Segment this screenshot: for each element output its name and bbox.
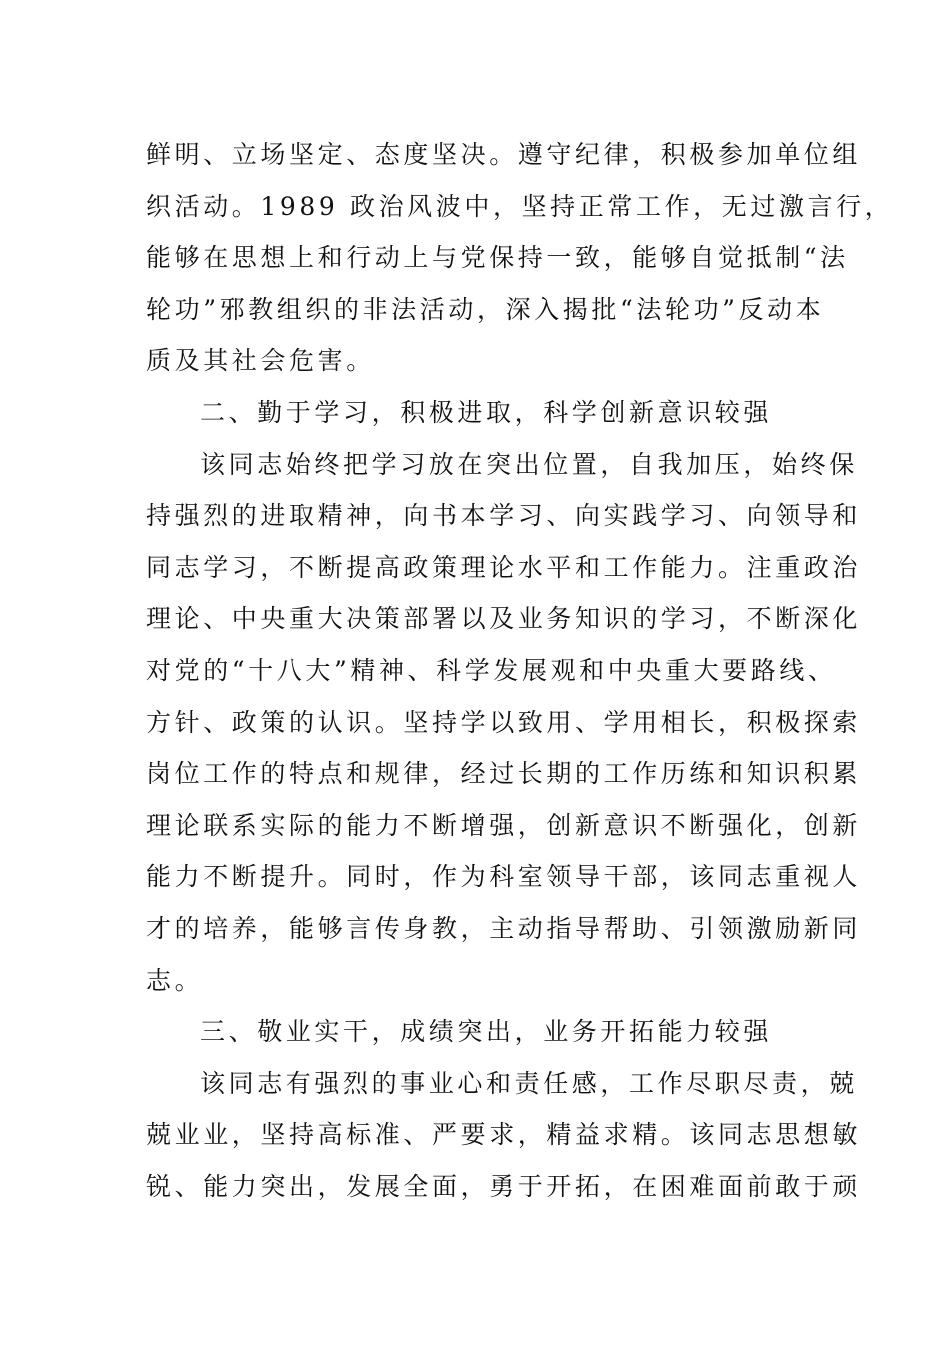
paragraph-line: 锐、能力突出，发展全面，勇于开拓，在困难面前敢于顽	[146, 1171, 862, 1201]
paragraph-line: 方针、政策的认识。坚持学以致用、学用相长，积极探索	[146, 707, 862, 737]
paragraph-line: 兢业业，坚持高标准、严要求，精益求精。该同志思想敏	[146, 1120, 862, 1150]
document-body	[146, 129, 894, 1212]
paragraph-line: 能够在思想上和行动上与党保持一致，能够自觉抵制“法	[146, 243, 849, 273]
paragraph-line: 对党的“十八大”精神、科学发展观和中央重大要路线、	[146, 655, 837, 685]
paragraph-line: 志。	[146, 965, 204, 995]
paragraph-line: 同志学习，不断提高政策理论水平和工作能力。注重政治	[146, 552, 862, 582]
paragraph-line: 能力不断提升。同时，作为科室领导干部，该同志重视人	[146, 862, 862, 892]
paragraph-line: 理论联系实际的能力不断增强，创新意识不断强化，创新	[146, 810, 862, 840]
paragraph-line: 鲜明、立场坚定、态度坚决。遵守纪律，积极参加单位组	[146, 140, 862, 169]
paragraph-line: 该同志有强烈的事业心和责任感，工作尽职尽责，兢	[200, 1068, 858, 1098]
paragraph-line: 岗位工作的特点和规律，经过长期的工作历练和知识积累	[146, 759, 862, 789]
paragraph-line: 持强烈的进取精神，向书本学习、向实践学习、向领导和	[146, 501, 862, 531]
paragraph-line: 理论、中央重大决策部署以及业务知识的学习，不断深化	[146, 604, 862, 634]
paragraph-line: 织活动。1989 政治风波中，坚持正常工作，无过激言行，	[146, 191, 894, 221]
section-heading: 二、勤于学习，积极进取，科学创新意识较强	[200, 397, 773, 427]
paragraph-line: 轮功”邪教组织的非法活动，深入揭批“法轮功”反动本	[146, 294, 825, 324]
paragraph-line: 质及其社会危害。	[146, 346, 375, 376]
paragraph-line: 才的培养，能够言传身教，主动指导帮助、引领激励新同	[146, 913, 862, 943]
section-heading: 三、敬业实干，成绩突出，业务开拓能力较强	[200, 1017, 773, 1047]
paragraph-line: 该同志始终把学习放在突出位置，自我加压，始终保	[200, 449, 858, 479]
